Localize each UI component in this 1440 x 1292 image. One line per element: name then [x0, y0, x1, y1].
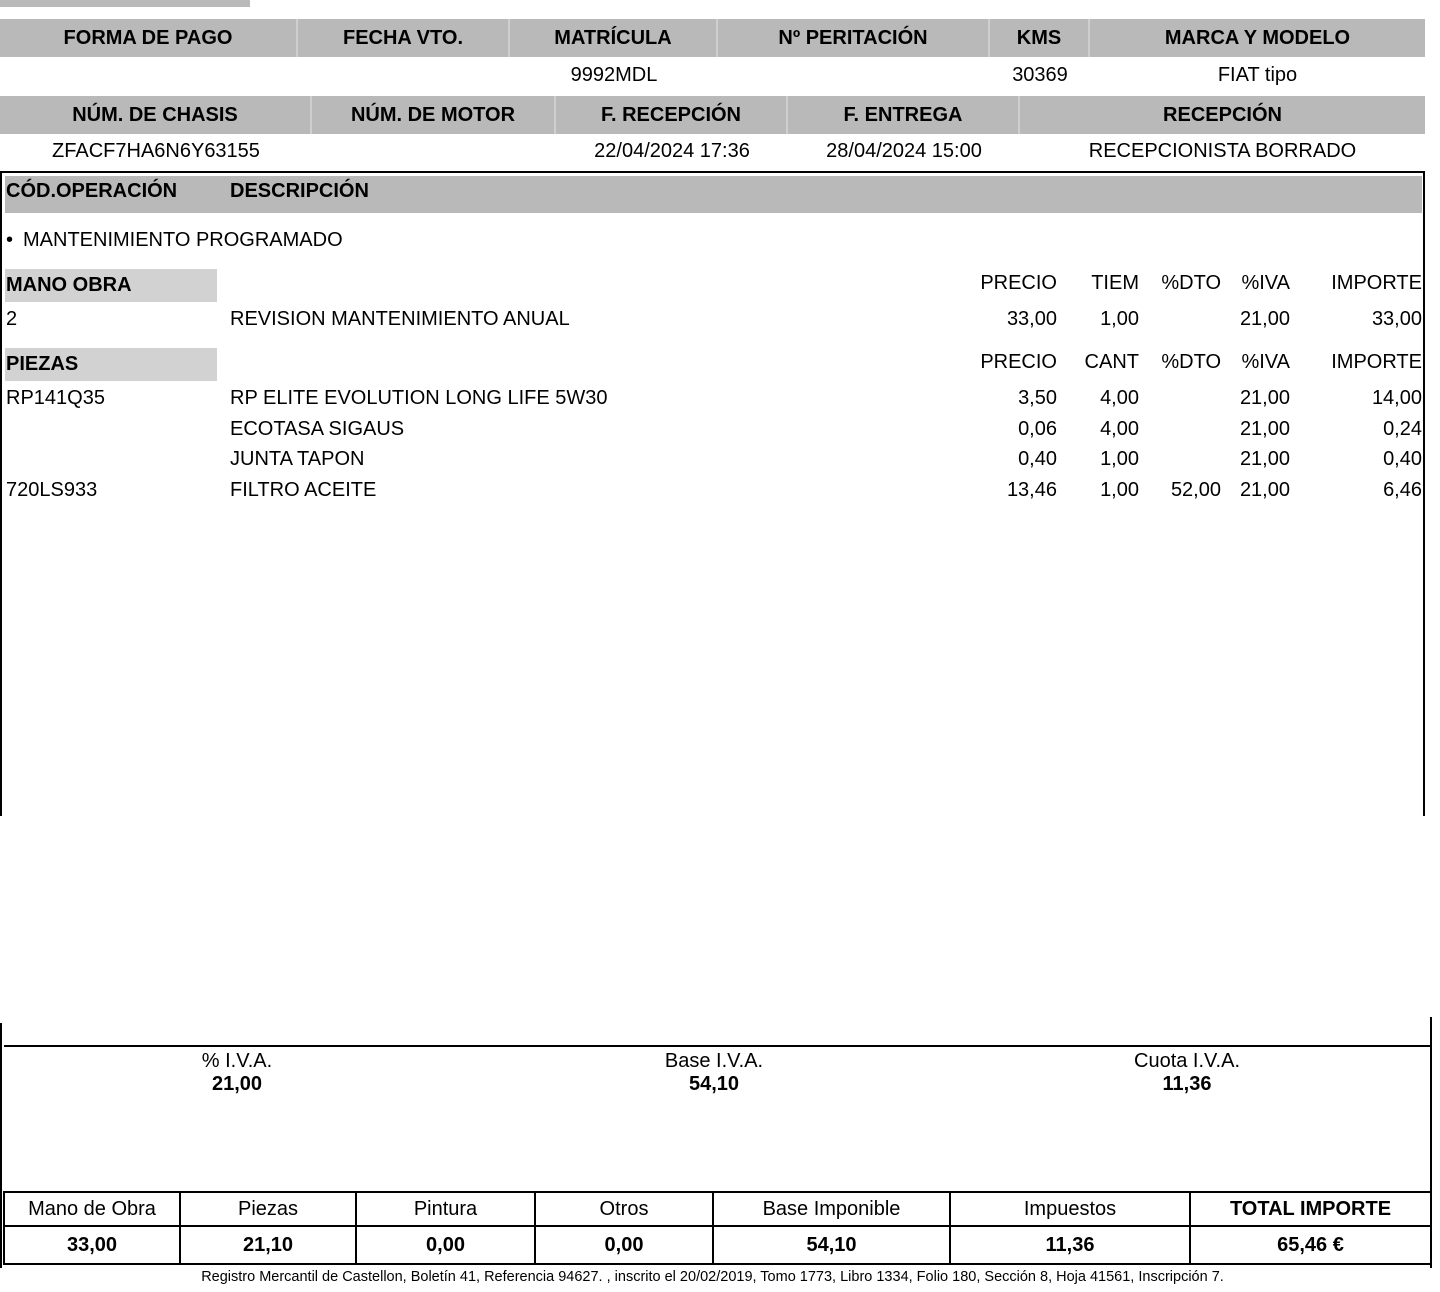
parts-col-dto: %DTO: [1161, 351, 1221, 373]
label-peritacion: Nº PERITACIÓN: [718, 19, 990, 57]
total-value-mano-obra: 33,00: [4, 1226, 180, 1264]
chassis-header-labels: [0, 96, 1425, 134]
vat-base-label: Base I.V.A.: [664, 1050, 764, 1072]
labor-col-tiempo: TIEM: [1091, 272, 1139, 294]
total-label-pintura: Pintura: [356, 1192, 535, 1226]
part-precio: 3,50: [1018, 387, 1057, 409]
value-recepcion: RECEPCIONISTA BORRADO: [1088, 139, 1357, 162]
label-f-recepcion: F. RECEPCIÓN: [556, 96, 788, 134]
part-cant: 1,00: [1100, 448, 1139, 470]
totals-table: [3, 1191, 1432, 1265]
total-value-base-imponible: 54,10: [713, 1226, 950, 1264]
labor-code: 2: [6, 308, 18, 330]
value-matricula: 9992MDL: [570, 63, 658, 86]
part-code: 720LS933: [6, 479, 98, 501]
labor-desc: REVISION MANTENIMIENTO ANUAL: [230, 308, 570, 330]
group-title: MANTENIMIENTO PROGRAMADO: [23, 229, 343, 251]
total-label-impuestos: Impuestos: [950, 1192, 1190, 1226]
labor-col-importe: IMPORTE: [1331, 272, 1422, 294]
total-label-mano-obra: Mano de Obra: [4, 1192, 180, 1226]
part-iva: 21,00: [1239, 479, 1290, 501]
labor-iva: 21,00: [1239, 308, 1290, 330]
vat-top-rule: [4, 1045, 1432, 1047]
labor-col-iva: %IVA: [1241, 272, 1290, 294]
part-importe: 0,40: [1383, 448, 1422, 470]
parts-section-title: PIEZAS: [5, 348, 217, 381]
part-precio: 0,40: [1018, 448, 1057, 470]
part-iva: 21,00: [1239, 387, 1290, 409]
vat-pct-label: % I.V.A.: [201, 1050, 273, 1072]
parts-col-cant: CANT: [1084, 351, 1139, 373]
label-matricula: MATRÍCULA: [510, 19, 718, 57]
chassis-header-values: [0, 132, 1425, 170]
part-desc: FILTRO ACEITE: [230, 479, 377, 501]
part-desc: ECOTASA SIGAUS: [230, 418, 405, 440]
part-code: RP141Q35: [6, 387, 105, 409]
total-value-pintura: 0,00: [356, 1226, 535, 1264]
parts-col-iva: %IVA: [1241, 351, 1290, 373]
value-marca-modelo: FIAT tipo: [1217, 63, 1298, 86]
labor-col-precio: PRECIO: [980, 272, 1057, 294]
value-f-recepcion: 22/04/2024 17:36: [594, 139, 750, 162]
total-value-piezas: 21,10: [180, 1226, 356, 1264]
part-desc: RP ELITE EVOLUTION LONG LIFE 5W30: [230, 387, 608, 409]
vehicle-header-values: [0, 56, 1425, 94]
label-kms: KMS: [990, 19, 1090, 57]
labor-importe: 33,00: [1371, 308, 1422, 330]
label-marca-modelo: MARCA Y MODELO: [1164, 27, 1351, 49]
vat-cuota-label: Cuota I.V.A.: [1134, 1050, 1240, 1072]
footer-registry: Registro Mercantil de Castellon, Boletín 41, Referencia 94627. , inscrito el 20/02/2019, Tomo 1773, Libro 1334, Folio 180, Sección 8, Hoja 41561, Inscripción 7.: [201, 1269, 1224, 1285]
part-cant: 4,00: [1100, 387, 1139, 409]
labor-tiempo: 1,00: [1100, 308, 1139, 330]
part-precio: 0,06: [1018, 418, 1057, 440]
parts-col-precio: PRECIO: [980, 351, 1057, 373]
part-precio: 13,46: [1006, 479, 1057, 501]
value-f-entrega: 28/04/2024 15:00: [826, 139, 982, 162]
total-label-piezas: Piezas: [180, 1192, 356, 1226]
total-value-total-importe: 65,46 €: [1190, 1226, 1431, 1264]
vat-base-value: 54,10: [688, 1073, 740, 1095]
part-dto: 52,00: [1170, 479, 1221, 501]
operations-header-bar: [5, 176, 1422, 213]
label-recepcion: RECEPCIÓN: [1163, 104, 1282, 126]
col-cod-operacion: CÓD.OPERACIÓN: [6, 180, 178, 202]
totals-labels-row: [4, 1192, 1431, 1226]
part-cant: 4,00: [1100, 418, 1139, 440]
total-value-otros: 0,00: [535, 1226, 713, 1264]
part-importe: 14,00: [1371, 387, 1422, 409]
label-fecha-vto: FECHA VTO.: [298, 19, 510, 57]
labor-precio: 33,00: [1006, 308, 1057, 330]
labor-section-title: MANO OBRA: [5, 269, 217, 302]
top-decor-bar: [0, 0, 250, 7]
part-importe: 0,24: [1383, 418, 1422, 440]
totals-values-row: [4, 1226, 1431, 1264]
part-iva: 21,00: [1239, 448, 1290, 470]
total-label-otros: Otros: [535, 1192, 713, 1226]
part-cant: 1,00: [1100, 479, 1139, 501]
value-kms: 30369: [1012, 63, 1068, 86]
label-f-entrega: F. ENTREGA: [788, 96, 1020, 134]
vehicle-header-labels: [0, 19, 1425, 57]
total-label-total-importe: TOTAL IMPORTE: [1190, 1192, 1431, 1226]
part-importe: 6,46: [1383, 479, 1422, 501]
vat-pct-value: 21,00: [211, 1073, 263, 1095]
col-descripcion: DESCRIPCIÓN: [230, 180, 369, 202]
label-forma-pago: FORMA DE PAGO: [0, 19, 298, 57]
labor-col-dto: %DTO: [1161, 272, 1221, 294]
label-motor: NÚM. DE MOTOR: [312, 96, 556, 134]
part-iva: 21,00: [1239, 418, 1290, 440]
value-chasis: ZFACF7HA6N6Y63155: [52, 139, 260, 162]
total-label-base-imponible: Base Imponible: [713, 1192, 950, 1226]
label-chasis: NÚM. DE CHASIS: [0, 96, 312, 134]
vat-box-left-border: [0, 1023, 2, 1268]
total-value-impuestos: 11,36: [950, 1226, 1190, 1264]
vat-cuota-value: 11,36: [1162, 1073, 1212, 1095]
part-desc: JUNTA TAPON: [230, 448, 365, 470]
bullet-icon: •: [6, 229, 14, 251]
parts-col-importe: IMPORTE: [1331, 351, 1422, 373]
